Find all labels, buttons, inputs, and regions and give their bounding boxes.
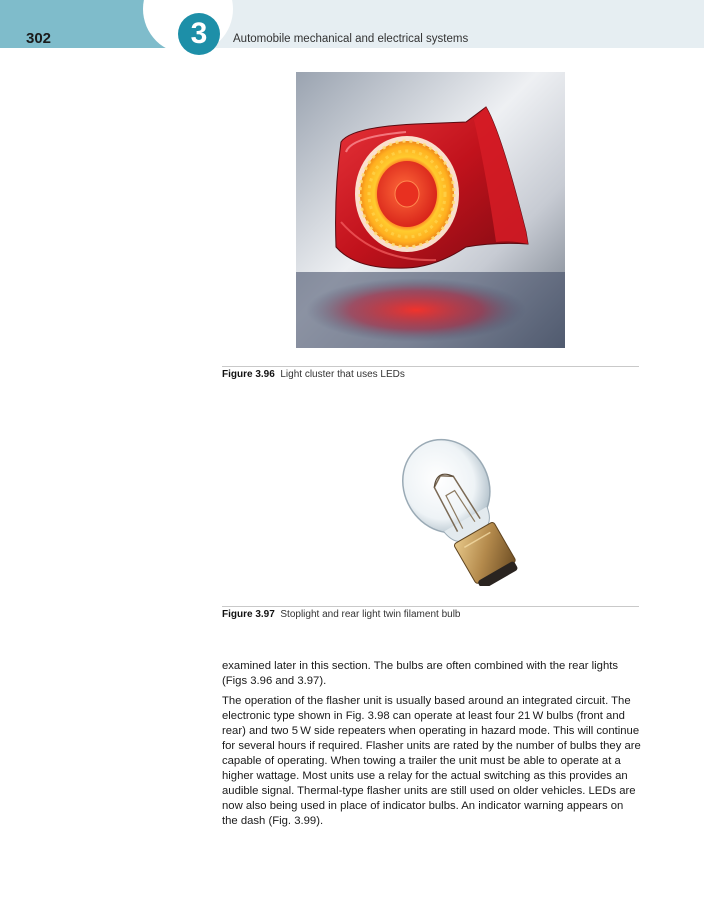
figure-caption-text: Light cluster that uses LEDs bbox=[280, 369, 405, 380]
twin-filament-bulb-photo bbox=[362, 436, 518, 586]
caption-rule bbox=[222, 606, 639, 607]
figure-caption bbox=[222, 369, 405, 380]
figure-label: Figure 3.96 bbox=[222, 369, 275, 380]
body-paragraph: The operation of the flasher unit is usually based around an integrated circuit. The electronic type shown in Fig. 3.98 can operate at least four 21 W bulbs (front and rear) and two 5 W side repeaters when operating in hazard mode. This will continue for several hours if required. Flasher units are rated by the number of bulbs they are capable of operating. When towing a trailer the unit must be able to operate at a higher wattage. Most units use a relay for the actual switching as this provides an audible signal. Thermal-type flasher units are still used on older vehicles. LEDs are now also being used in place of indicator bulbs. An indicator warning appears on the dash (Fig. 3.99). bbox=[222, 695, 641, 827]
figure-caption-text: Stoplight and rear light twin filament bulb bbox=[280, 609, 461, 620]
running-head: Automobile mechanical and electrical systems bbox=[233, 33, 469, 45]
caption-rule bbox=[222, 366, 639, 367]
figure-label: Figure 3.97 bbox=[222, 609, 275, 620]
body-paragraph: examined later in this section. The bulbs are often combined with the rear lights (Figs 3.96 and 3.97). bbox=[222, 660, 619, 687]
page-number: 302 bbox=[26, 30, 52, 47]
led-light-cluster-photo bbox=[296, 72, 565, 348]
figure-caption bbox=[222, 609, 460, 620]
chapter-badge: 3 bbox=[178, 13, 220, 55]
